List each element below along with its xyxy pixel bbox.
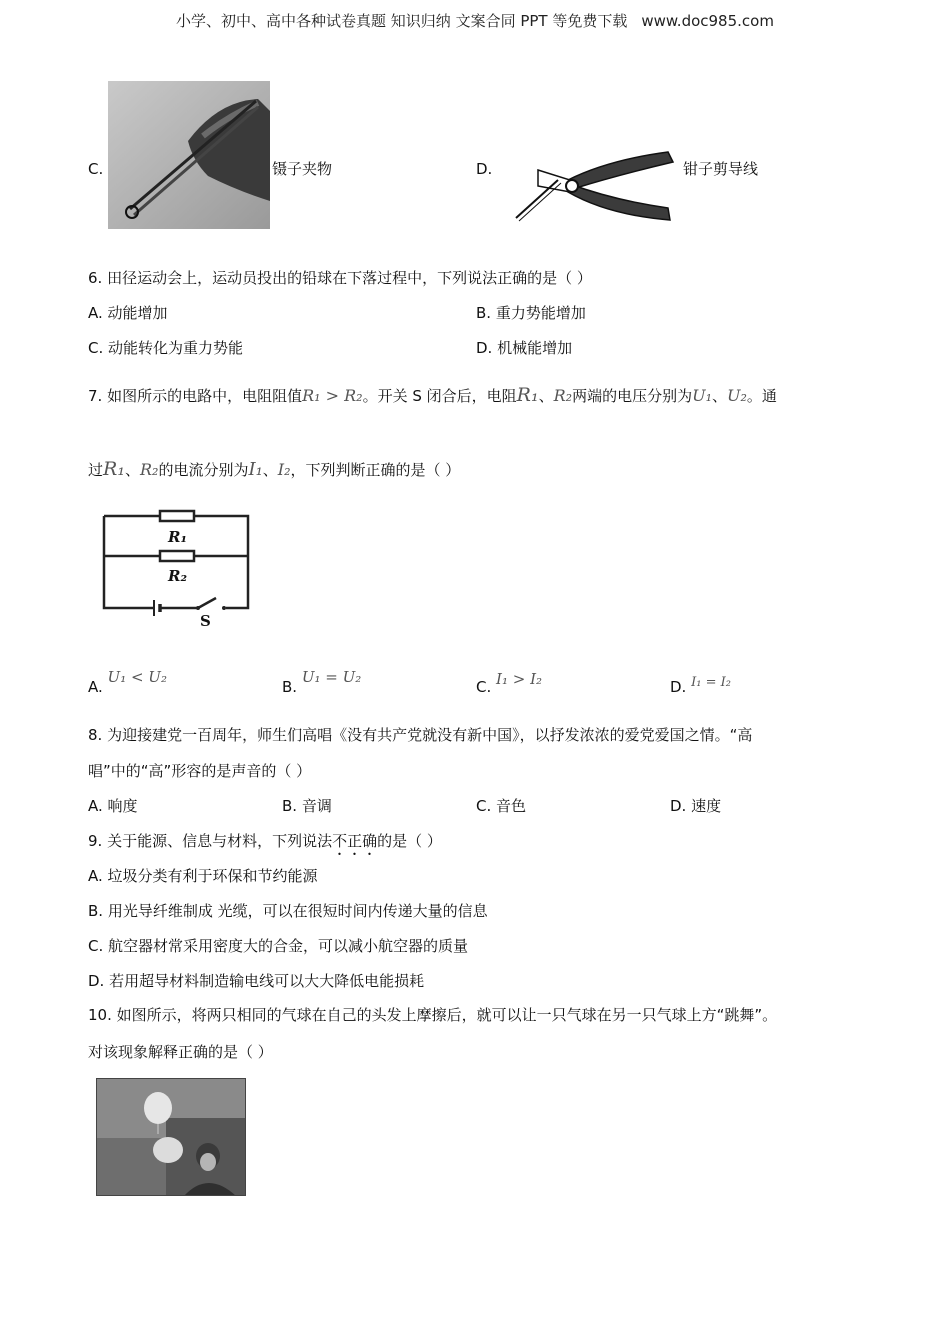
q8-option-a[interactable]: A. 响度 [88, 797, 138, 815]
q5-option-d-caption: 钳子剪导线 [683, 160, 759, 178]
q10-line-2: 对该现象解释正确的是（ ） [88, 1043, 273, 1061]
resistor-r1-symbol [160, 511, 194, 521]
q7-text-1a: 7. 如图所示的电路中，电阻阻值 [88, 387, 303, 405]
q7-math-i1: I₁ [248, 459, 263, 480]
q7-math-r1-b: R₁ [103, 458, 125, 480]
q9-stem-emphasis: 不正确 [332, 832, 378, 850]
q7-option-d[interactable] [670, 676, 731, 700]
q7-text-1d: 。通 [746, 387, 777, 405]
q7-sep-2: 、 [712, 387, 728, 405]
q9-stem-b: 的是（ ） [377, 832, 442, 850]
switch-symbol [198, 598, 216, 608]
header-text: 小学、初中、高中各种试卷真题 知识归纳 文案合同 PPT 等免费下载 [176, 12, 628, 30]
q7-text-2a: 过 [88, 461, 104, 479]
q6-option-c[interactable]: C. 动能转化为重力势能 [88, 339, 244, 357]
q10-line-1: 10. 如图所示，将两只相同的气球在自己的头发上摩擦后，就可以让一只气球在另一只气球上方“跳舞”。 [88, 1006, 778, 1024]
q7-option-c[interactable] [476, 670, 543, 698]
pliers-drawing [508, 140, 678, 225]
q7-sep-4: 、 [262, 461, 278, 479]
q7-option-c-label: C. [476, 678, 492, 696]
q8-option-b[interactable]: B. 音调 [282, 797, 332, 815]
q7-option-b[interactable] [282, 668, 362, 698]
q8-option-d[interactable]: D. 速度 [670, 797, 722, 815]
q9-option-d[interactable]: D. 若用超导材料制造输电线可以大大降低电能损耗 [88, 972, 425, 990]
q8-line-2: 唱”中的“高”形容的是声音的（ ） [88, 762, 312, 780]
q7-line-1 [88, 384, 777, 407]
q7-text-1c: 两端的电压分别为 [572, 387, 693, 405]
q8-option-c[interactable]: C. 音色 [476, 797, 527, 815]
q5-option-c-label[interactable]: C. [88, 160, 104, 178]
circuit-label-r1: R₁ [168, 528, 188, 546]
q7-line-2 [88, 458, 460, 481]
q7-option-b-math: U₁ = U₂ [301, 668, 362, 686]
tweezers-photo [108, 81, 270, 229]
q7-math-u2: U₂ [727, 386, 747, 405]
q7-circuit-diagram [98, 508, 258, 633]
q7-math-r2: R₂ [553, 386, 573, 405]
q7-math-r1-gt-r2: R₁ > R₂ [302, 386, 363, 405]
q9-stem-a: 9. 关于能源、信息与材料，下列说法 [88, 832, 333, 850]
q7-option-c-math: I₁ > I₂ [496, 670, 543, 688]
q7-math-r2-b: R₂ [139, 460, 159, 479]
q7-math-u1: U₁ [692, 386, 712, 405]
q7-text-2b: 的电流分别为 [158, 461, 249, 479]
page-header [0, 10, 950, 31]
q5-option-c-caption: 镊子夹物 [272, 160, 333, 178]
q9-option-a[interactable]: A. 垃圾分类有利于环保和节约能源 [88, 867, 318, 885]
balloon-photo [96, 1078, 246, 1196]
q7-math-i2: I₂ [277, 460, 291, 479]
q8-line-1: 8. 为迎接建党一百周年，师生们高唱《没有共产党就没有新中国》，以抒发浓浓的爱党爱国之情。“高 [88, 726, 753, 744]
resistor-r2-symbol [160, 551, 194, 561]
q7-option-a-math: U₁ < U₂ [107, 668, 167, 686]
q7-text-2c: ，下列判断正确的是（ ） [290, 461, 461, 479]
q9-option-b[interactable]: B. 用光导纤维制成 光缆，可以在很短时间内传递大量的信息 [88, 902, 488, 920]
q7-text-1b: 。开关 S 闭合后，电阻 [362, 387, 517, 405]
q6-option-b[interactable]: B. 重力势能增加 [476, 304, 586, 322]
q5-option-d-label[interactable]: D. [476, 160, 493, 178]
q9-stem [88, 830, 442, 859]
q6-option-d[interactable]: D. 机械能增加 [476, 339, 573, 357]
q6-stem: 6. 田径运动会上，运动员投出的铅球在下落过程中，下列说法正确的是（ ） [88, 269, 592, 287]
q7-option-d-label: D. [670, 678, 687, 696]
q7-sep-3: 、 [124, 461, 140, 479]
q7-option-a[interactable] [88, 668, 167, 698]
header-url[interactable]: www.doc985.com [641, 12, 774, 30]
q7-option-b-label: B. [282, 678, 298, 696]
q6-option-a[interactable]: A. 动能增加 [88, 304, 168, 322]
q9-option-c[interactable]: C. 航空器材常采用密度大的合金，可以减小航空器的质量 [88, 937, 469, 955]
q7-sep-1: 、 [538, 387, 554, 405]
circuit-label-s: S [200, 612, 211, 630]
q7-math-r1: R₁ [516, 384, 539, 406]
q7-option-a-label: A. [88, 678, 103, 696]
circuit-label-r2: R₂ [168, 567, 188, 585]
q7-option-d-math: I₁ = I₂ [691, 675, 731, 690]
